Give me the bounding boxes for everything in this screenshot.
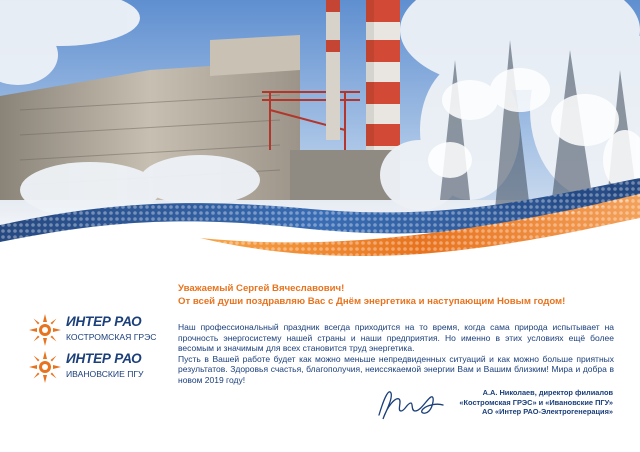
logo-ivanovo bbox=[28, 350, 178, 384]
signatory-branches: «Костромская ГРЭС» и «Ивановские ПГУ» bbox=[459, 397, 613, 407]
handwritten-signature bbox=[375, 385, 447, 425]
signature-block bbox=[459, 388, 613, 417]
logo-brand-name: ИНТЕР РАО bbox=[66, 314, 142, 329]
greeting bbox=[178, 283, 630, 308]
inter-rao-sun-icon bbox=[28, 350, 62, 384]
body-paragraph: Наш профессиональный праздник всегда приходится на то время, когда сама природа испытывает на прочность энергосистему нашей страны и наши предприятия. Но именно в этих условиях ещё более весомым и значимым для всех становится труд энергетика. bbox=[178, 322, 614, 354]
body-paragraph: Пусть в Вашей работе будет как можно меньше непредвиденных ситуаций и как можно больше приятных результатов. Здоровья счастья, благополучия, неиссякаемой энергии Вам и Вашим близким! Мира и добра в новом 2019 году! bbox=[178, 353, 614, 385]
signatory-name: А.А. Николаев, директор филиалов bbox=[482, 388, 613, 397]
inter-rao-sun-icon bbox=[28, 313, 62, 347]
greeting-salutation: Уважаемый Сергей Вячеславович! bbox=[178, 283, 345, 294]
logo-brand-name: ИНТЕР РАО bbox=[66, 351, 142, 366]
logo-kostroma bbox=[28, 313, 178, 347]
logo-branch-name: КОСТРОМСКАЯ ГРЭС bbox=[66, 332, 157, 342]
logo-branch-name: ИВАНОВСКИЕ ПГУ bbox=[66, 369, 144, 379]
greeting-wish: От всей души поздравляю Вас с Днём энергетика и наступающим Новым годом! bbox=[178, 295, 566, 307]
letter-body bbox=[178, 322, 614, 386]
signatory-company: АО «Интер РАО-Электрогенерация» bbox=[482, 407, 613, 417]
